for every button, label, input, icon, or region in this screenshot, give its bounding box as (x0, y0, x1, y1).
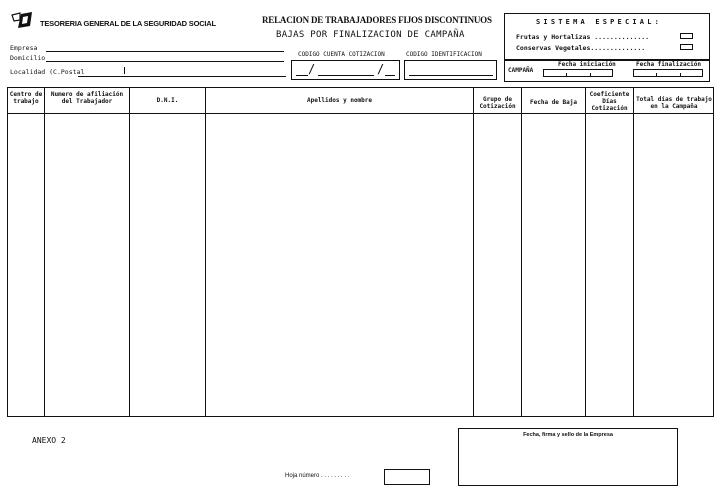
domicilio-field[interactable] (46, 61, 284, 62)
form-subtitle: BAJAS POR FINALIZACION DE CAMPAÑA (276, 30, 465, 40)
annex-label: ANEXO 2 (32, 436, 66, 445)
table-header-divider (7, 113, 714, 114)
hoja-numero-label: Hoja número . . . . . . . . . (285, 473, 350, 479)
sistema-especial-title: SISTEMA ESPECIAL: (536, 18, 663, 26)
signature-label: Fecha, firma y sello de la Empresa (523, 432, 613, 438)
codigo-identificacion-label: CODIGO IDENTIFICACION (406, 51, 482, 58)
codigo-cuenta-label: CODIGO CUENTA COTIZACION (298, 51, 385, 58)
workers-table (7, 87, 714, 417)
sistema-option-frutas-checkbox[interactable] (680, 33, 693, 39)
column-header-dni: D.N.I. (156, 97, 179, 104)
column-header-grupo: Grupo de Cotización (479, 96, 516, 110)
localidad-separator (124, 67, 125, 74)
domicilio-label: Domicilio (10, 54, 46, 62)
column-header-coeficiente: Coeficiente Días Cotización (589, 91, 630, 112)
sistema-option-conservas-checkbox[interactable] (680, 44, 693, 50)
localidad-field[interactable] (78, 76, 286, 77)
institution-name: TESORERIA GENERAL DE LA SEGURIDAD SOCIAL (40, 19, 216, 28)
column-header-fecha-baja: Fecha de Baja (530, 99, 577, 106)
codigo-cuenta-slash-1: / (308, 62, 316, 76)
codigo-identificacion-field[interactable] (404, 60, 497, 80)
empresa-field[interactable] (46, 51, 284, 52)
seguridad-social-logo-icon (10, 11, 36, 29)
column-header-apellidos: Apellidos y nombre (306, 97, 373, 104)
codigo-cuenta-slash-2: / (377, 62, 385, 76)
empresa-label: Empresa (10, 44, 38, 52)
fecha-iniciacion-field[interactable] (543, 69, 613, 77)
sistema-option-conservas-label: Conservas Vegetales.............. (516, 44, 646, 52)
fecha-finalizacion-label: Fecha finalización (636, 61, 702, 68)
sistema-option-frutas-label: Frutas y Hortalizas .............. (516, 33, 650, 41)
form-title: RELACION DE TRABAJADORES FIJOS DISCONTINUOS (262, 15, 492, 25)
hoja-numero-field[interactable] (384, 469, 430, 485)
column-header-total-dias: Total días de trabajo en la Campaña (636, 96, 712, 110)
column-header-centro: Centro de trabajo (9, 91, 43, 105)
fecha-finalizacion-field[interactable] (633, 69, 703, 77)
column-header-afiliacion: Numero de afiliación del Trabajador (50, 91, 124, 105)
fecha-iniciacion-label: Fecha iniciación (558, 61, 616, 68)
localidad-label: Localidad (C.Postal (10, 68, 85, 76)
campana-label: CAMPAÑA (508, 67, 534, 74)
